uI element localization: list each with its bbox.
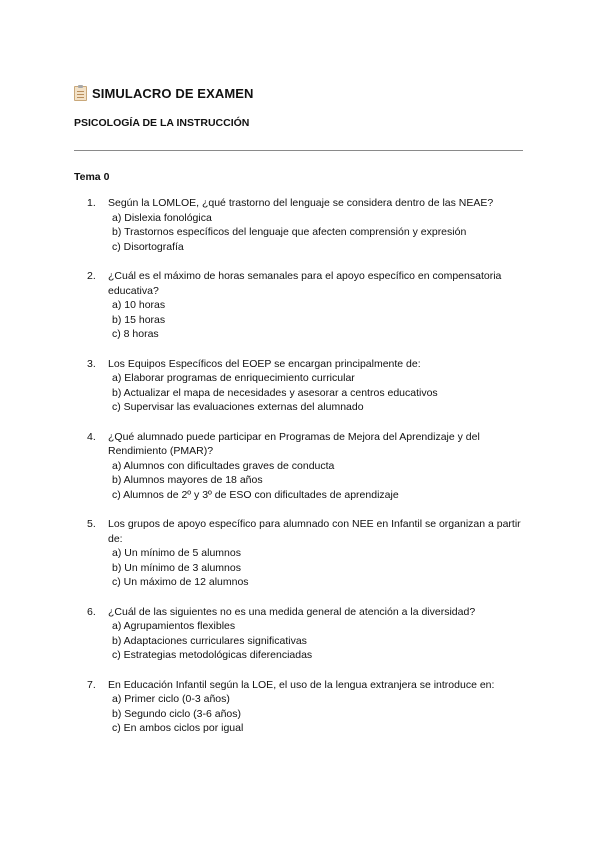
question-number: 7. [87, 678, 96, 691]
question-list [87, 196, 527, 751]
answer-option: c) Alumnos de 2º y 3º de ESO con dificultades de aprendizaje [112, 488, 399, 501]
question-item [87, 430, 527, 503]
answer-option: c) 8 horas [112, 328, 159, 341]
question-item [87, 678, 527, 736]
answer-option: c) Supervisar las evaluaciones externas del alumnado [112, 401, 364, 414]
question-text: Los grupos de apoyo específico para alumnado con NEE en Infantil se organizan a partir de: [108, 518, 521, 545]
answer-option: c) En ambos ciclos por igual [112, 722, 244, 735]
question-number: 2. [87, 269, 96, 282]
question-item [87, 269, 527, 342]
answer-options [108, 692, 527, 736]
answer-option: b) Actualizar el mapa de necesidades y asesorar a centros educativos [112, 386, 438, 399]
answer-options [108, 459, 527, 503]
question-number: 5. [87, 518, 96, 531]
answer-option: b) Trastornos específicos del lenguaje que afecten comprensión y expresión [112, 226, 467, 239]
question-item [87, 196, 527, 254]
question-number: 3. [87, 357, 96, 370]
answer-option: a) Primer ciclo (0-3 años) [112, 693, 230, 706]
subject-title: PSICOLOGÍA DE LA INSTRUCCIÓN [74, 117, 250, 129]
question-text: ¿Qué alumnado puede participar en Programas de Mejora del Aprendizaje y del Rendimiento (PMAR)? [108, 430, 480, 458]
answer-option: b) Segundo ciclo (3-6 años) [112, 707, 241, 720]
answer-option: c) Disortografía [112, 240, 184, 253]
answer-option: c) Un máximo de 12 alumnos [112, 576, 249, 589]
question-number: 6. [87, 605, 96, 618]
answer-option: b) Un mínimo de 3 alumnos [112, 561, 241, 574]
answer-option: a) Un mínimo de 5 alumnos [112, 547, 241, 560]
answer-option: c) Estrategias metodológicas diferenciadas [112, 649, 313, 662]
clipboard-icon [74, 86, 87, 101]
question-text: Según la LOMLOE, ¿qué trastorno del lenguaje se considera dentro de las NEAE? [108, 197, 494, 209]
question-number: 4. [87, 430, 96, 443]
answer-options [108, 211, 527, 255]
answer-option: a) Agrupamientos flexibles [112, 620, 236, 633]
page-title: SIMULACRO DE EXAMEN [92, 86, 254, 101]
question-text: ¿Cuál de las siguientes no es una medida general de atención a la diversidad? [108, 605, 476, 618]
answer-option: a) Alumnos con dificultades graves de conducta [112, 459, 335, 472]
title-row [74, 86, 254, 101]
question-text: Los Equipos Específicos del EOEP se encargan principalmente de: [108, 357, 421, 370]
section-title: Tema 0 [74, 171, 110, 183]
answer-options [108, 371, 527, 415]
answer-option: a) Elaborar programas de enriquecimiento curricular [112, 372, 355, 385]
question-text: En Educación Infantil según la LOE, el uso de la lengua extranjera se introduce en: [108, 678, 495, 691]
question-number: 1. [87, 197, 96, 209]
divider [74, 150, 523, 151]
answer-options [108, 619, 527, 663]
answer-options [108, 546, 527, 590]
answer-option: b) Alumnos mayores de 18 años [112, 474, 263, 487]
answer-option: b) Adaptaciones curriculares significativas [112, 634, 307, 647]
answer-option: a) Dislexia fonológica [112, 211, 212, 224]
answer-options [108, 298, 527, 342]
question-item [87, 517, 527, 590]
answer-option: a) 10 horas [112, 299, 166, 312]
answer-option: b) 15 horas [112, 313, 166, 326]
question-item [87, 357, 527, 415]
question-text: ¿Cuál es el máximo de horas semanales para el apoyo específico en compensatoria educativa? [108, 269, 502, 297]
question-item [87, 605, 527, 663]
